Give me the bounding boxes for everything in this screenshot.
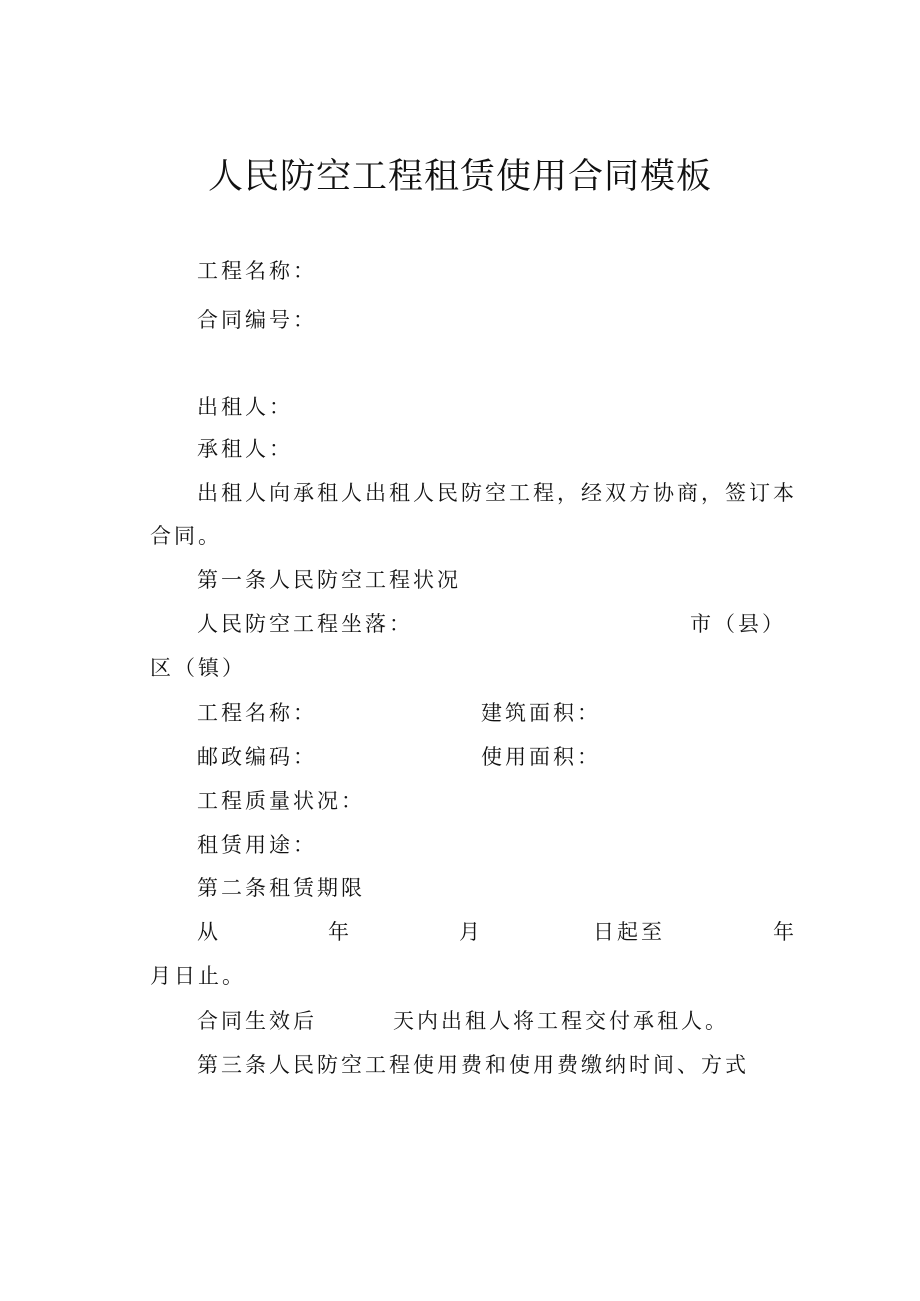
- article1-lease-purpose: 租赁用途：: [197, 833, 317, 857]
- article1-quality-status: 工程质量状况：: [197, 789, 365, 813]
- article1-usable-area: 使用面积：: [481, 745, 601, 769]
- location-district-town: 区（镇）: [150, 656, 246, 680]
- delivery-prefix: 合同生效后: [197, 1009, 317, 1033]
- location-label: 人民防空工程坐落：: [197, 612, 413, 636]
- article1-building-area: 建筑面积：: [481, 701, 601, 725]
- term-end: 月日止。: [150, 964, 246, 988]
- delivery-suffix: 天内出租人将工程交付承租人。: [393, 1009, 729, 1033]
- document-title: 人民防空工程租赁使用合同模板: [207, 157, 712, 197]
- intro-paragraph-line1: 出租人向承租人出租人民防空工程，经双方协商，签订本: [197, 481, 797, 505]
- term-year-end: 年: [773, 920, 797, 944]
- intro-paragraph-line2: 合同。: [150, 524, 222, 548]
- term-from: 从: [197, 920, 221, 944]
- lessee-label: 承租人：: [197, 437, 293, 461]
- location-city-county: 市（县）: [690, 612, 786, 636]
- article1-heading: 第一条人民防空工程状况: [197, 568, 461, 592]
- project-name-label: 工程名称：: [197, 259, 317, 283]
- lessor-label: 出租人：: [197, 395, 293, 419]
- article2-heading: 第二条租赁期限: [197, 876, 365, 900]
- term-day-until: 日起至: [593, 920, 665, 944]
- term-year-start: 年: [328, 920, 352, 944]
- contract-number-label: 合同编号：: [197, 308, 317, 332]
- term-month-start: 月: [459, 920, 483, 944]
- article1-project-name: 工程名称：: [197, 701, 317, 725]
- article1-postal-code: 邮政编码：: [197, 745, 317, 769]
- article3-heading: 第三条人民防空工程使用费和使用费缴纳时间、方式: [197, 1053, 749, 1077]
